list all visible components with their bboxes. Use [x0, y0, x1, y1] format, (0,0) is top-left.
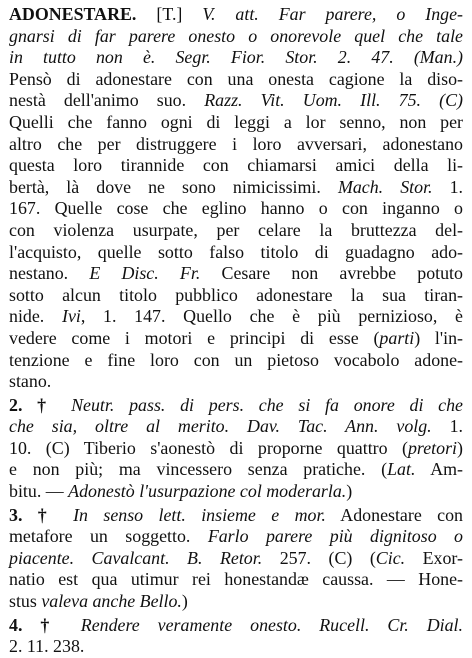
- italic-text: gnarsi di far parere onesto o onorevole quel che tale: [9, 25, 463, 46]
- entry-line: [9, 47, 463, 69]
- italic-text: piacente. Cavalcant. B. Retor.: [9, 547, 263, 568]
- body-text: nestà dell'animo suo.: [9, 90, 205, 111]
- entry-line: [9, 26, 463, 48]
- italic-text: Neutr. pass. di pers. che si fa onore di che: [71, 394, 463, 415]
- body-text: nestano.: [9, 263, 90, 284]
- entry-line: [9, 112, 463, 134]
- sense-3: [9, 505, 463, 613]
- sense-line: [9, 395, 463, 417]
- italic-text: pretori: [407, 437, 458, 458]
- entry-line: [9, 242, 463, 264]
- italic-text: Farlo parere più dignitoso o: [207, 526, 463, 547]
- entry-line: [9, 69, 463, 91]
- body-text: 167. Quelle cose che eglino hanno o con inganno o: [9, 198, 463, 219]
- entry-line: [9, 263, 463, 285]
- body-text: , 1. 147. Quello che è più pernizioso, è: [80, 306, 463, 327]
- italic-text: Rendere veramente onesto. Rucell. Cr. Dial.: [80, 614, 464, 635]
- body-text: bitu. —: [9, 481, 69, 502]
- bold-text: 4. †: [9, 614, 81, 635]
- sense-line: [9, 481, 463, 503]
- body-text: 1.: [431, 416, 463, 437]
- body-text: bertà, là dove ne sono nimicissimi.: [9, 176, 338, 197]
- sense-line: [9, 569, 463, 591]
- entry-line: [9, 350, 463, 372]
- italic-text: Ivi: [61, 306, 81, 327]
- body-text: Adonestare con: [325, 504, 463, 525]
- body-text: Quelli che fanno ogni di leggi a lor senno, non per: [9, 111, 463, 132]
- body-text: ): [346, 481, 353, 502]
- entry-line: [9, 371, 463, 393]
- sense-line: [9, 636, 463, 658]
- italic-text: che sia, oltre al merito. Dav. Tac. Ann. volg.: [9, 416, 432, 437]
- body-text: 257. (C) (: [262, 547, 376, 568]
- sense-line: [9, 548, 463, 570]
- italic-text: valeva anche Bello.: [41, 591, 182, 612]
- italic-text: E Disc. Fr.: [89, 263, 201, 284]
- sense-2: [9, 395, 463, 503]
- body-text: vedere come i motori e principi di esse (: [9, 327, 380, 348]
- body-text: [T.]: [136, 4, 203, 24]
- body-text: Pensò di adonestare con una onesta cagione la diso-: [9, 68, 463, 89]
- body-text: ) l'in-: [414, 327, 464, 348]
- sense-4: [9, 615, 463, 658]
- italic-text: Razz. Vit. Uom. Ill. 75. (C): [204, 90, 463, 111]
- sense-line: [9, 438, 463, 460]
- italic-text: in tutto non è. Segr. Fior. Stor. 2. 47. (Man.): [9, 47, 463, 68]
- body-text: Cesare non avrebbe potuto: [200, 263, 463, 284]
- italic-text: Mach. Stor.: [337, 176, 433, 197]
- entry-line: [9, 328, 463, 350]
- body-text: 10. (C) Tiberio s'aonestò di proporne quattro (: [9, 437, 408, 458]
- body-text: con violenza usurpate, per celare la bruttezza del-: [9, 219, 463, 240]
- body-text: Am-: [415, 459, 464, 480]
- body-text: natio est qua utimur rei honestandæ caussa. — Hone-: [9, 569, 463, 590]
- body-text: questa loro tirannide con chiamarsi amici della li-: [9, 155, 463, 176]
- bold-text: ADONESTARE.: [9, 4, 137, 24]
- sense-line: [9, 459, 463, 481]
- entry-line: [9, 90, 463, 112]
- italic-text: V. att. Far parere, o Inge-: [202, 4, 463, 24]
- entry-line: [9, 155, 463, 177]
- body-text: ): [181, 591, 188, 612]
- body-text: stano.: [9, 371, 52, 392]
- body-text: 2. 11. 238.: [9, 636, 85, 657]
- body-text: ): [457, 437, 463, 458]
- entry-line: [9, 285, 463, 307]
- body-text: sotto alcun titolo pubblico adonestare la sua tiran-: [9, 284, 463, 305]
- italic-text: Cic.: [375, 547, 406, 568]
- body-text: l'acquisto, quelle sotto falso titolo di guadagno ado-: [9, 241, 463, 262]
- sense-line: [9, 505, 463, 527]
- italic-text: In senso lett. insieme e mor.: [73, 504, 326, 525]
- italic-text: Lat.: [387, 459, 416, 480]
- entry-senses: [9, 395, 463, 658]
- sense-line: [9, 591, 463, 613]
- body-text: e non più; ma vincessero senza pratiche. (: [9, 459, 388, 480]
- entry-line: [9, 177, 463, 199]
- sense-line: [9, 416, 463, 438]
- sense-line: [9, 615, 463, 637]
- body-text: metafore un soggetto.: [9, 526, 208, 547]
- body-text: stus: [9, 591, 42, 612]
- italic-text: parti: [379, 327, 415, 348]
- entry-line: [9, 220, 463, 242]
- body-text: 1.: [432, 176, 464, 197]
- sense-line: [9, 526, 463, 548]
- body-text: Exor-: [405, 547, 463, 568]
- body-text: tenzione e fine loro con un pietoso vocabolo adone-: [9, 349, 463, 370]
- italic-text: Adonestò l'usurpazione col moderarla.: [68, 481, 347, 502]
- body-text: nide.: [9, 306, 62, 327]
- entry-adonestare: [9, 4, 463, 393]
- bold-text: 2. †: [9, 394, 72, 415]
- entry-line: [9, 4, 463, 26]
- entry-line: [9, 306, 463, 328]
- entry-line: [9, 198, 463, 220]
- entry-line: [9, 134, 463, 156]
- body-text: altro che per distruggere i loro avversari, adonestano: [9, 133, 463, 154]
- bold-text: 3. †: [9, 504, 74, 525]
